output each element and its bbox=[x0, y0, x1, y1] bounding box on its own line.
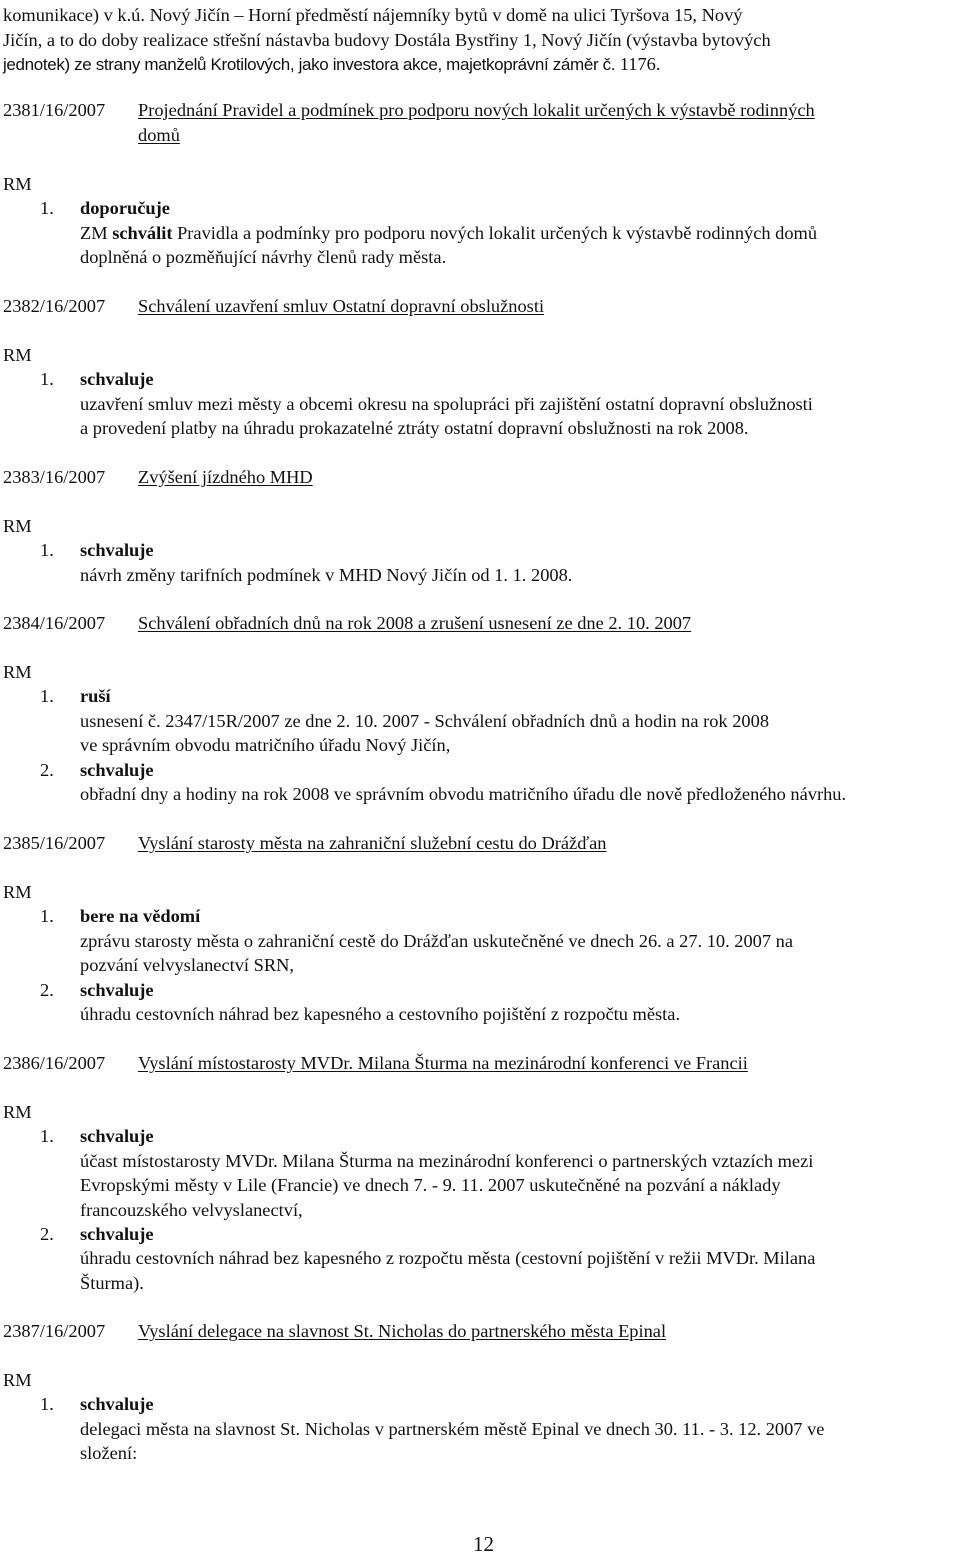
item-text: delegaci města na slavnost St. Nicholas v partnerském městě Epinal ve dnech 30. 11. - 3. 12. 2007 ve bbox=[80, 1419, 825, 1439]
resolution-title: Projednání Pravidel a podmínek pro podporu nových lokalit určených k výstavbě rodinných bbox=[138, 100, 815, 120]
resolution-number: 2381/16/2007 bbox=[3, 100, 106, 120]
resolution-title: Schválení obřadních dnů na rok 2008 a zrušení usnesení ze dne 2. 10. 2007 bbox=[138, 613, 692, 633]
item-number: 2. bbox=[40, 760, 54, 780]
item-text-rest: Pravidla a podmínky pro podporu nových lokalit určených k výstavbě rodinných domů bbox=[172, 223, 818, 243]
item-text: uzavření smluv mezi městy a obcemi okresu na spolupráci při zajištění ostatní dopravní obslužnosti bbox=[80, 394, 813, 414]
item-text: úhradu cestovních náhrad bez kapesného a cestovního pojištění z rozpočtu města. bbox=[80, 1004, 681, 1024]
item-verb: bere na vědomí bbox=[80, 906, 201, 926]
resolution-title-continued: domů bbox=[138, 125, 180, 145]
item-text: úhradu cestovních náhrad bez kapesného z rozpočtu města (cestovní pojištění v režii MVDr. Milana bbox=[80, 1248, 816, 1268]
body-label: RM bbox=[3, 662, 32, 682]
intro-line-3b: 1176. bbox=[615, 54, 661, 74]
item-number: 1. bbox=[40, 686, 54, 706]
item-number: 1. bbox=[40, 198, 54, 218]
item-text: účast místostarosty MVDr. Milana Šturma na mezinárodní konferenci o partnerských vztazích mezi bbox=[80, 1151, 814, 1171]
item-verb: schvaluje bbox=[80, 1394, 154, 1414]
item-verb: doporučuje bbox=[80, 198, 170, 218]
item-text: doplněná o pozměňující návrhy členů rady města. bbox=[80, 247, 447, 267]
item-verb: schvaluje bbox=[80, 1224, 154, 1244]
resolution-title: Vyslání delegace na slavnost St. Nicholas do partnerského města Epinal bbox=[138, 1321, 667, 1341]
resolution-number: 2383/16/2007 bbox=[3, 467, 106, 487]
intro-line-2: Jičín, a to do doby realizace střešní nástavba budovy Dostála Bystřiny 1, Nový Jičín (výstavba bytových bbox=[3, 30, 771, 50]
resolution-title: Vyslání místostarosty MVDr. Milana Šturma na mezinárodní konferenci ve Francii bbox=[138, 1053, 748, 1073]
body-label: RM bbox=[3, 516, 32, 536]
item-number: 1. bbox=[40, 369, 54, 389]
body-label: RM bbox=[3, 345, 32, 365]
item-text: obřadní dny a hodiny na rok 2008 ve správním obvodu matričního úřadu dle nově předloženého návrhu. bbox=[80, 784, 847, 804]
intro-line-1a: komunikace) v k.ú. bbox=[3, 5, 145, 25]
item-text: usnesení č. 2347/15R/2007 ze dne 2. 10. 2007 - Schválení obřadních dnů a hodin na rok 2008 bbox=[80, 711, 770, 731]
intro-line-1b: Nový Jičín – Horní předměstí nájemníky bytů v domě na ulici Tyršova 15, Nový bbox=[144, 5, 743, 25]
item-text: a provedení platby na úhradu prokazatelné ztráty ostatní dopravní obslužnosti na rok 2008. bbox=[80, 418, 749, 438]
intro-line-1 bbox=[3, 3, 743, 28]
resolution-number: 2386/16/2007 bbox=[3, 1053, 106, 1073]
item-number: 1. bbox=[40, 540, 54, 560]
resolution-title: Zvýšení jízdného MHD bbox=[138, 467, 313, 487]
item-verb: schvaluje bbox=[80, 760, 154, 780]
item-number: 1. bbox=[40, 1126, 54, 1146]
resolution-title: Vyslání starosty města na zahraniční služební cestu do Drážďan bbox=[138, 833, 607, 853]
item-number: 1. bbox=[40, 906, 54, 926]
page-number: 12 bbox=[473, 1532, 494, 1556]
item-verb: ruší bbox=[80, 686, 111, 706]
item-text: francouzského velvyslanectví, bbox=[80, 1200, 303, 1220]
body-label: RM bbox=[3, 882, 32, 902]
item-text: pozvání velvyslanectví SRN, bbox=[80, 955, 295, 975]
resolution-number: 2384/16/2007 bbox=[3, 613, 106, 633]
item-text: Evropskými městy v Lile (Francie) ve dnech 7. - 9. 11. 2007 uskutečněné na pozvání a náklady bbox=[80, 1175, 781, 1195]
item-text-prefix: ZM bbox=[80, 223, 113, 243]
body-label: RM bbox=[3, 1102, 32, 1122]
resolution-title: Schválení uzavření smluv Ostatní dopravní obslužnosti bbox=[138, 296, 545, 316]
item-text: návrh změny tarifních podmínek v MHD Nový Jičín od 1. 1. 2008. bbox=[80, 565, 573, 585]
intro-line-3 bbox=[3, 52, 660, 78]
body-label: RM bbox=[3, 174, 32, 194]
item-text: ve správním obvodu matričního úřadu Nový Jičín, bbox=[80, 735, 451, 755]
item-verb: schvaluje bbox=[80, 540, 154, 560]
item-number: 2. bbox=[40, 1224, 54, 1244]
item-text bbox=[80, 221, 817, 246]
item-text: složení: bbox=[80, 1443, 138, 1463]
item-text-bold: schválit bbox=[112, 223, 173, 243]
item-verb: schvaluje bbox=[80, 369, 154, 389]
item-number: 2. bbox=[40, 980, 54, 1000]
item-number: 1. bbox=[40, 1394, 54, 1414]
resolution-number: 2382/16/2007 bbox=[3, 296, 106, 316]
intro-line-3a: jednotek) ze strany manželů Krotilových, jako investora akce, majetkoprávní záměr č. bbox=[3, 55, 616, 74]
body-label: RM bbox=[3, 1370, 32, 1390]
item-text: Šturma). bbox=[80, 1273, 144, 1293]
resolution-number: 2385/16/2007 bbox=[3, 833, 106, 853]
item-text: zprávu starosty města o zahraniční cestě do Drážďan uskutečněné ve dnech 26. a 27. 10. 2007 na bbox=[80, 931, 794, 951]
resolution-number: 2387/16/2007 bbox=[3, 1321, 106, 1341]
item-verb: schvaluje bbox=[80, 1126, 154, 1146]
item-verb: schvaluje bbox=[80, 980, 154, 1000]
